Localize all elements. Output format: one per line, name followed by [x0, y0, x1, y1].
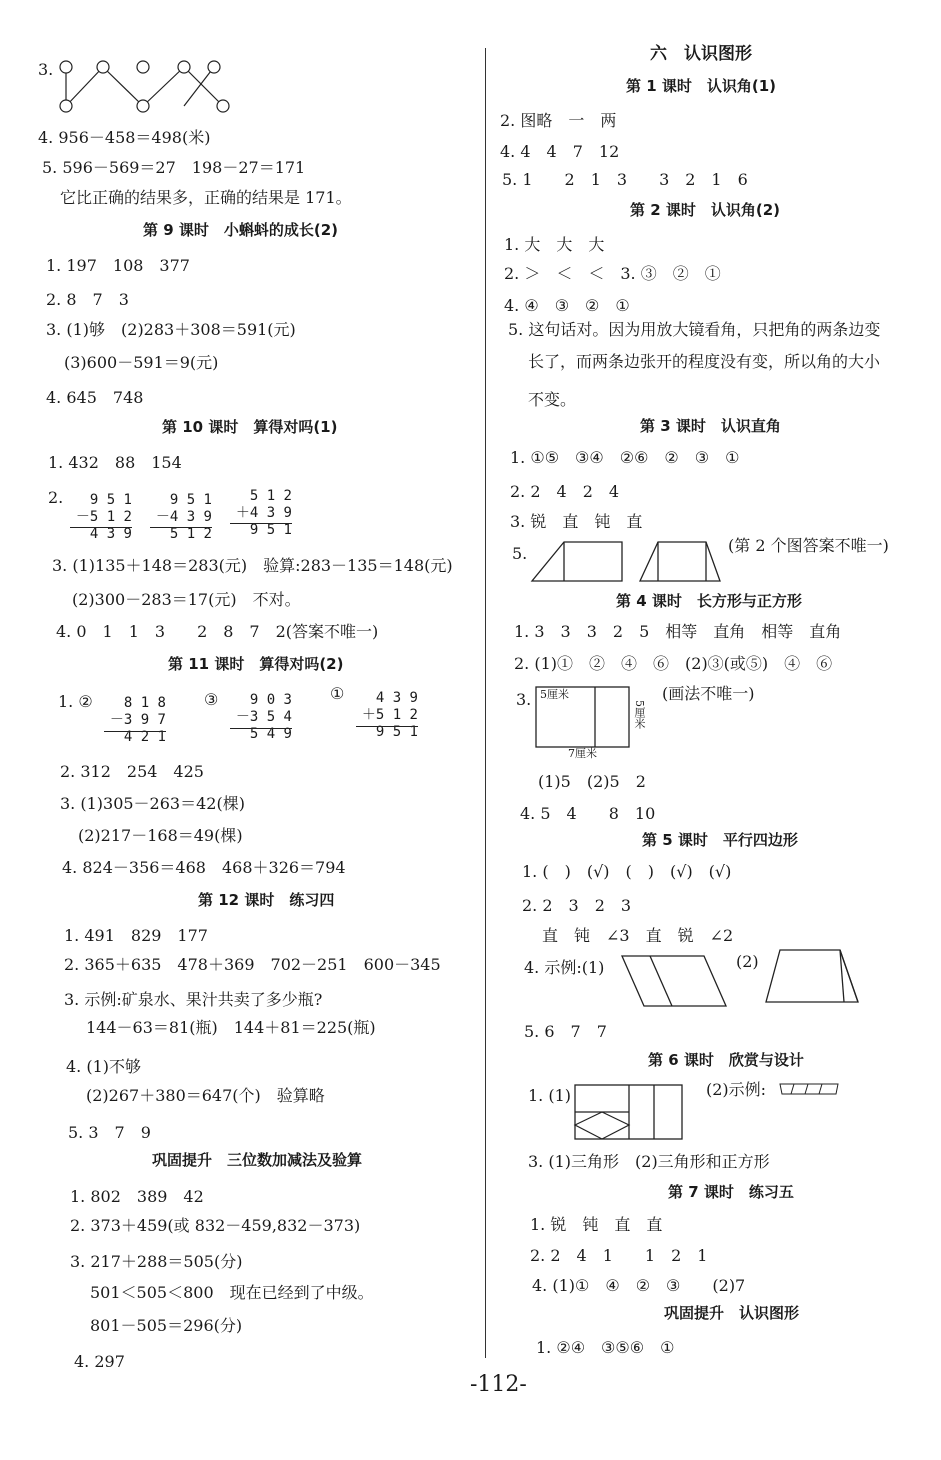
- left-line-4: 1. 197 108 377: [46, 256, 190, 275]
- right-line-8: 长了，而两条边张开的程度没有变，所以角的大小: [528, 352, 881, 371]
- left-line-27: 2. 373＋459(或 832－459,832－373): [70, 1216, 361, 1235]
- right-line-24-b: (2)示例:: [706, 1080, 767, 1099]
- right-line-19: 1. ( ) (√) ( ) (√) (√): [522, 862, 732, 881]
- calc-rule: [70, 527, 132, 528]
- right-line-17: (1)5 (2)5 2: [538, 772, 646, 791]
- column-divider: [485, 48, 486, 1358]
- left-line-3: 它比正确的结果多，正确的结果是 171。: [60, 188, 352, 207]
- right-line-13-label: 5.: [512, 544, 528, 563]
- parallelogram-figure-2: [764, 948, 864, 1006]
- circled-option-3: ③: [204, 690, 219, 709]
- right-line-1: 2. 图略 一 两: [500, 111, 617, 130]
- right-line-22-b: (2): [736, 952, 759, 971]
- heading-review-left: 巩固提升 三位数加减法及验算: [152, 1151, 363, 1169]
- left-line-7: (3)600－591＝9(元): [64, 353, 219, 372]
- right-line-26: 1. 锐 钝 直 直: [530, 1215, 663, 1234]
- design-figure: [574, 1084, 686, 1142]
- heading-r-lesson-7: 第 7 课时 练习五: [668, 1183, 794, 1201]
- heading-lesson-10: 第 10 课时 算得对吗(1): [162, 418, 338, 436]
- heading-review-right: 巩固提升 认识图形: [664, 1304, 800, 1322]
- vertical-calc-4: 8 1 8 －3 9 7 4 2 1: [109, 695, 166, 745]
- right-line-16-label: 3.: [516, 690, 532, 709]
- heading-r-lesson-5: 第 5 课时 平行四边形: [642, 831, 798, 849]
- left-line-5: 2. 8 7 3: [46, 290, 129, 309]
- left-line-21: 3. 示例:矿泉水、果汁共卖了多少瓶?: [64, 990, 323, 1009]
- left-line-30: 801－505＝296(分): [90, 1316, 243, 1335]
- left-line-22: 144－63＝81(瓶) 144＋81＝225(瓶): [86, 1018, 376, 1037]
- left-line-14-label: 1. ②: [58, 692, 93, 711]
- right-line-13-note: (第 2 个图答案不唯一): [728, 536, 889, 555]
- right-line-23: 5. 6 7 7: [524, 1022, 607, 1041]
- parallelogram-figure-1: [620, 954, 730, 1010]
- right-line-10: 1. ①⑤ ③④ ②⑥ ② ③ ①: [510, 448, 740, 467]
- vertical-calc-2: 9 5 1 －4 3 9 5 1 2: [155, 492, 212, 542]
- trapezoid-figures: [530, 540, 730, 585]
- matching-diagram: [55, 55, 245, 125]
- calc-rule: [150, 527, 212, 528]
- left-line-29: 501＜505＜800 现在已经到了中级。: [90, 1283, 374, 1302]
- left-line-23: 4. (1)不够: [66, 1057, 142, 1076]
- heading-lesson-9: 第 9 课时 小蝌蚪的成长(2): [143, 221, 339, 239]
- heading-lesson-11: 第 11 课时 算得对吗(2): [168, 655, 344, 673]
- heading-r-lesson-3: 第 3 课时 认识直角: [640, 417, 781, 435]
- right-line-28: 4. (1)① ④ ② ③ (2)7: [532, 1276, 746, 1295]
- left-line-13: 4. 0 1 1 3 2 8 7 2(答案不唯一): [56, 622, 379, 641]
- right-line-14: 1. 3 3 3 2 5 相等 直角 相等 直角: [514, 622, 842, 641]
- right-line-12: 3. 锐 直 钝 直: [510, 512, 643, 531]
- heading-r-lesson-6: 第 6 课时 欣赏与设计: [648, 1051, 804, 1069]
- calc-rule: [230, 523, 292, 524]
- right-line-22-label: 4. 示例:(1): [524, 958, 605, 977]
- q3-label: 3.: [38, 60, 54, 79]
- left-line-18: 4. 824－356＝468 468＋326＝794: [62, 858, 346, 877]
- left-line-24: (2)267＋380＝647(个) 验算略: [86, 1086, 325, 1105]
- heading-lesson-12: 第 12 课时 练习四: [198, 891, 335, 909]
- right-line-6: 4. ④ ③ ② ①: [504, 296, 630, 315]
- left-line-1: 4. 956－458＝498(米): [38, 128, 211, 147]
- rect-side-label: 5厘米: [633, 700, 646, 729]
- chapter-title: 六 认识图形: [650, 44, 752, 64]
- left-line-8: 4. 645 748: [46, 388, 144, 407]
- right-line-5: 2. ＞ ＜ ＜ 3. ③ ② ①: [504, 264, 721, 283]
- left-line-12: (2)300－283＝17(元) 不对。: [72, 590, 301, 609]
- left-line-6: 3. (1)够 (2)283＋308＝591(元): [46, 320, 296, 339]
- right-line-21: 直 钝 ∠3 直 锐 ∠2: [542, 926, 734, 945]
- right-line-11: 2. 2 4 2 4: [510, 482, 620, 501]
- left-line-11: 3. (1)135＋148＝283(元) 验算:283－135＝148(元): [52, 556, 453, 575]
- rect-top-label: 5厘米: [540, 688, 569, 701]
- right-line-4: 1. 大 大 大: [504, 235, 605, 254]
- right-line-16-note: (画法不唯一): [662, 684, 755, 703]
- right-line-15: 2. (1)① ② ④ ⑥ (2)③(或⑤) ④ ⑥: [514, 654, 833, 673]
- vertical-calc-1: 9 5 1 －5 1 2 4 3 9: [75, 492, 132, 542]
- calc-rule: [104, 731, 166, 732]
- page-number: -112-: [470, 1372, 527, 1397]
- left-line-31: 4. 297: [74, 1352, 125, 1371]
- left-line-25: 5. 3 7 9: [68, 1123, 151, 1142]
- calc-rule: [230, 728, 292, 729]
- left-line-15: 2. 312 254 425: [60, 762, 204, 781]
- vertical-calc-6: 4 3 9 ＋5 1 2 9 5 1: [361, 690, 418, 740]
- right-line-25: 3. (1)三角形 (2)三角形和正方形: [528, 1152, 770, 1171]
- vertical-calc-3: 5 1 2 ＋4 3 9 9 5 1: [235, 488, 292, 538]
- heading-r-lesson-1: 第 1 课时 认识角(1): [626, 77, 777, 95]
- right-line-9: 不变。: [528, 390, 577, 409]
- vertical-calc-5: 9 0 3 －3 5 4 5 4 9: [235, 692, 292, 742]
- right-line-7: 5. 这句话对。因为用放大镜看角，只把角的两条边变: [508, 320, 881, 339]
- left-line-10-label: 2.: [48, 488, 64, 507]
- right-line-20: 2. 2 3 2 3: [522, 896, 632, 915]
- left-line-28: 3. 217＋288＝505(分): [70, 1252, 243, 1271]
- right-line-2: 4. 4 4 7 12: [500, 142, 620, 161]
- calc-rule: [356, 726, 418, 727]
- left-line-16: 3. (1)305－263＝42(棵): [60, 794, 245, 813]
- left-line-26: 1. 802 389 42: [70, 1187, 204, 1206]
- heading-r-lesson-4: 第 4 课时 长方形与正方形: [616, 592, 802, 610]
- left-line-17: (2)217－168＝49(棵): [78, 826, 243, 845]
- right-line-27: 2. 2 4 1 1 2 1: [530, 1246, 708, 1265]
- rect-bottom-label: 7厘米: [568, 747, 597, 760]
- left-line-19: 1. 491 829 177: [64, 926, 208, 945]
- example-strip: [778, 1082, 842, 1096]
- right-line-18: 4. 5 4 8 10: [520, 804, 656, 823]
- left-line-9: 1. 432 88 154: [48, 453, 182, 472]
- circled-option-1: ①: [330, 684, 345, 703]
- right-line-3: 5. 1 2 1 3 3 2 1 6: [502, 170, 748, 189]
- right-line-24-label: 1. (1): [528, 1086, 572, 1105]
- left-line-20: 2. 365＋635 478＋369 702－251 600－345: [64, 955, 441, 974]
- left-line-2: 5. 596－569＝27 198－27＝171: [42, 158, 306, 177]
- right-line-29: 1. ②④ ③⑤⑥ ①: [536, 1338, 675, 1357]
- heading-r-lesson-2: 第 2 课时 认识角(2): [630, 201, 781, 219]
